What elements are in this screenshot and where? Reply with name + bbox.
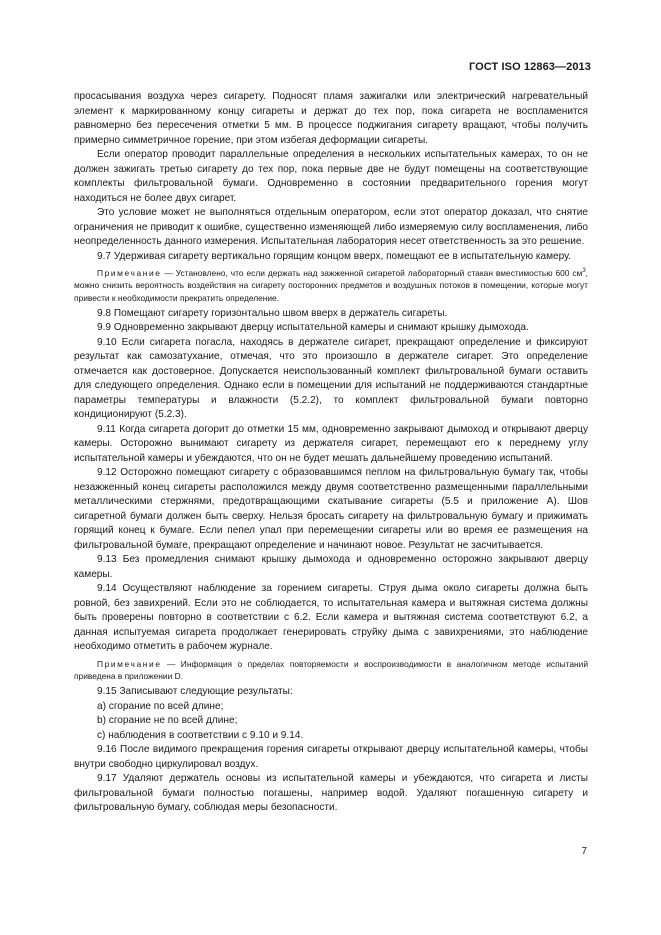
list-item-a: a) сгорание по всей длине; <box>97 700 224 712</box>
clause-9-11: 9.11 Когда сигарета догорит до отметки 15 мм, одновременно закрывают дымоход и открывают дверцу камеры. Осторожно вынимают сигарету из держателя сигарет, перемещают его к переднему углу испытательной камеры и убеждаются, что он не будет мешать дальнейшему проведению испытаний. <box>74 423 588 464</box>
list-item-c: c) наблюдения в соответствии с 9.10 и 9.14. <box>97 729 304 741</box>
clause-9-7: 9.7 Удерживая сигарету вертикально горящим концом вверх, помещают ее в испытательную камеру. <box>97 250 572 262</box>
clause-9-9: 9.9 Одновременно закрывают дверцу испытательной камеры и снимают крышку дымохода. <box>97 322 529 334</box>
note-text-a: — Установлено, что если держать над зажженной сигаретой лабораторный стакан вместимостью 600 см <box>161 268 583 278</box>
note-text-b: , можно снизить вероятность воздействия на сигарету посторонних предметов и воздушных потоков в помещении, которые могут привести к необходимости прекратить определение. <box>74 268 588 303</box>
clause-9-8: 9.8 Помещают сигарету горизонтально швом вверх в держатель сигареты. <box>97 307 448 319</box>
clause-9-14: 9.14 Осуществляют наблюдение за горением сигареты. Струя дыма около сигареты должна быть ровной, без завихрений. Если это не соблюдается, то испытательная камера и вытяжная система должны быть проверены повторно в соответствии с 6.2. Если камера и вытяжная система соответствуют 6.2, а данная испытуемая сигарета продолжает генерировать струйку дыма с завихрениями, это наблюдение необходимо отметить в рабочем журнале. <box>74 583 588 653</box>
note-label: Примечание <box>97 268 162 278</box>
list-item-b: b) сгорание не по всей длине; <box>97 715 238 727</box>
document-body <box>74 90 588 816</box>
note-text: — Информация о пределах повторяемости и воспроизводимости в аналогичном методе испытаний приведена в приложении D. <box>74 658 588 682</box>
note-label: Примечание <box>97 658 162 669</box>
note-beaker <box>74 267 588 304</box>
note-superscript: 3 <box>582 268 586 275</box>
paragraph-lighting: просасывания воздуха через сигарету. Подносят пламя зажигалки или электрический нагревательный элемент к маркированному концу сигареты и держат до тех пор, пока сигарета не воспламенится равномерно без пересечения отметки 5 мм. В процессе поджигания сигарету вращают, чтобы получить примерно симметричное горение, при этом избегая деформации сигареты. <box>74 91 588 146</box>
paragraph-parallel-tests: Если оператор проводит параллельные определения в нескольких испытательных камерах, то он не должен зажигать третью сигарету до тех пор, пока первые две не будут помещены на соответствующие комплекты фильтровальной бумаги. Одновременно в состоянии предварительного горения могут находиться не более двух сигарет. <box>74 149 588 204</box>
note-repeatability <box>74 658 588 683</box>
clause-9-13: 9.13 Без промедления снимают крышку дымохода и одновременно осторожно закрывают дверцу камеры. <box>74 554 588 580</box>
page-number: 7 <box>581 846 587 857</box>
clause-9-10: 9.10 Если сигарета погасла, находясь в держателе сигарет, прекращают определение и фиксируют результат как самозатухание, отмечая, что это произошло в держателе сигарет. Это определение отмечается как достоверное. Допускается неиспользованный комплект фильтровальной бумаги оставить для следующего определения. Однако если в помещении для испытаний не поддерживаются стандартные параметры температуры и влажности (5.2.2), то комплект фильтровальной бумаги повторно кондиционируют (5.2.3). <box>74 336 588 421</box>
paragraph-condition: Это условие может не выполняться отдельным оператором, если этот оператор доказал, что снятие ограничения не приводит к ошибке, существенно изменяющей либо измеряемую силу воспламенения, либо неопределенность данного измерения. Испытательная лаборатория несет ответственность за это решение. <box>74 207 588 247</box>
standard-header: ГОСТ ISO 12863—2013 <box>468 61 591 73</box>
clause-9-15: 9.15 Записывают следующие результаты: <box>97 686 293 698</box>
clause-9-17: 9.17 Удаляют держатель основы из испытательной камеры и убеждаются, что сигарета и листы фильтровальной бумаги полностью погашены, например водой. Удаляют погашенную сигарету и фильтровальную бумагу, соблюдая меры безопасности. <box>74 773 588 814</box>
clause-9-16: 9.16 После видимого прекращения горения сигареты открывают дверцу испытательной камеры, чтобы внутри свободно циркулировал воздух. <box>74 744 588 770</box>
clause-9-12: 9.12 Осторожно помещают сигарету с образовавшимся пеплом на фильтровальную бумагу так, чтобы незажженный конец сигареты расположился между двумя соответственно размещенными параллельными металлическими стержнями, предотвращающими скатывание сигареты (5.5 и приложение А). Шов сигаретной бумаги должен быть сверху. Нельзя бросать сигарету на фильтровальную бумагу и прижимать горящий конец к бумаге. Если пепел упал при перемещении сигареты или во время ее размещения на фильтровальной бумаге, прекращают определение и начинают новое. Результат не засчитывается. <box>74 467 588 551</box>
